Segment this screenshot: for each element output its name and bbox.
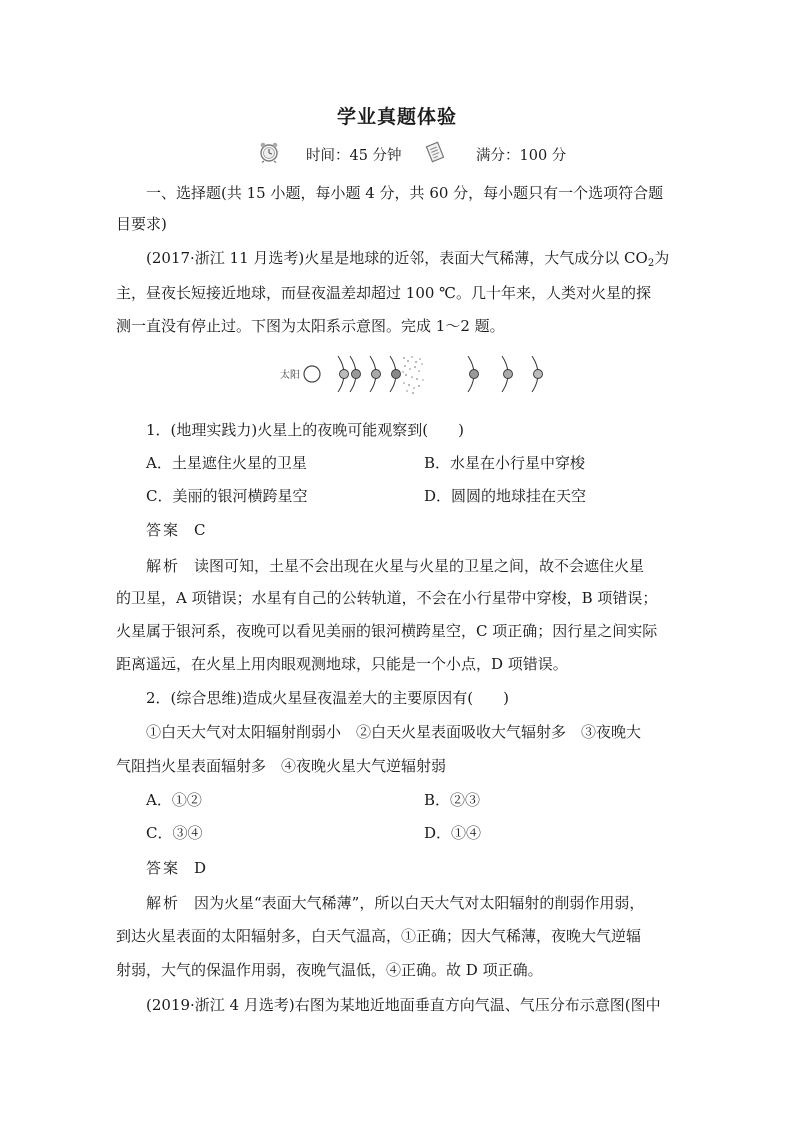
q2-analysis-label: 解析 [146, 894, 181, 912]
time-info: 时间：45 分钟 [306, 148, 402, 164]
q1-option-d: D．圆圆的地球挂在天空 [424, 487, 587, 505]
q2-option-d: D．①④ [424, 824, 482, 842]
score-sheet-icon [424, 141, 446, 163]
q1-analysis-line1 [146, 556, 644, 576]
q2-analysis-text1: 因为火星“表面大气稀薄”，所以白天大气对太阳辐射的削弱作用弱， [194, 894, 645, 912]
passage1-line1 [146, 248, 669, 268]
q1-option-c: C．美丽的银河横跨星空 [146, 487, 308, 505]
page-title: 学业真题体验 [336, 106, 457, 128]
q1-analysis-text1: 读图可知，土星不会出现在火星与火星的卫星之间，故不会遮住火星 [194, 557, 645, 575]
q2-stem: 2．(综合思维)造成火星昼夜温差大的主要原因有( ) [146, 689, 509, 707]
q2-option-a: A．①② [146, 791, 202, 809]
q1-analysis-line3: 火星属于银河系，夜晚可以看见美丽的银河横跨星空，C 项正确；因行星之间实际 [116, 622, 658, 640]
sun-icon [304, 366, 320, 382]
mars-icon [392, 370, 401, 379]
passage1-line1-text: (2017·浙江 11 月选考)火星是地球的近邻，表面大气稀薄，大气成分以 CO [146, 249, 648, 267]
q2-analysis-line2: 到达火星表面的太阳辐射多，白天气温高，①正确；因大气稀薄，夜晚大气逆辐 [116, 927, 642, 945]
q2-option-c: C．③④ [146, 824, 203, 842]
sun-label: 太阳 [280, 370, 300, 381]
q2-answer-value: D [194, 859, 207, 877]
passage1-line2: 主，昼夜长短接近地球，而昼夜温差却超过 100 ℃。几十年来，人类对火星的探 [116, 284, 651, 302]
q2-statements-line1: ①白天大气对太阳辐射削弱小 ②白天火星表面吸收大气辐射多 ③夜晚大 [146, 723, 642, 741]
q1-answer [146, 520, 206, 540]
jupiter-icon [470, 370, 479, 379]
q2-answer-label: 答案 [146, 859, 181, 877]
passage2-line1: (2019·浙江 4 月选考)右图为某地近地面垂直方向气温、气压分布示意图(图中 [146, 996, 661, 1014]
q2-option-b: B．②③ [424, 791, 481, 809]
mercury-icon [340, 370, 349, 379]
q2-analysis-line1 [146, 893, 644, 913]
venus-icon [352, 370, 361, 379]
q1-stem: 1．(地理实践力)火星上的夜晚可能观察到( ) [146, 421, 464, 439]
score-info: 满分：100 分 [476, 148, 567, 164]
q1-analysis-line2: 的卫星，A 项错误；水星有自己的公转轨道，不会在小行星带中穿梭，B 项错误； [116, 589, 658, 607]
asteroid-belt [402, 356, 423, 394]
q1-analysis-label: 解析 [146, 557, 181, 575]
passage1-line3: 测一直没有停止过。下图为太阳系示意图。完成 1～2 题。 [116, 317, 505, 335]
q1-option-b: B．水星在小行星中穿梭 [424, 454, 586, 472]
section-heading-line1: 一、选择题(共 15 小题，每小题 4 分，共 60 分，每小题只有一个选项符合题 [146, 184, 664, 202]
q1-option-a: A．土星遮住火星的卫星 [146, 454, 307, 472]
q1-answer-label: 答案 [146, 521, 181, 539]
clock-icon [258, 141, 280, 163]
q1-answer-value: C [194, 521, 206, 539]
passage1-line1-end: 为 [654, 249, 670, 267]
uranus-icon [534, 370, 543, 379]
planet-icons [340, 370, 543, 379]
q1-analysis-line4: 距离遥远，在火星上用肉眼观测地球，只能是一个小点，D 项错误。 [116, 655, 568, 673]
solar-system-diagram [278, 352, 558, 396]
q2-statements-line2: 气阻挡火星表面辐射多 ④夜晚火星大气逆辐射弱 [116, 757, 447, 775]
saturn-icon [504, 370, 513, 379]
earth-icon [372, 370, 381, 379]
co2-subscript: 2 [647, 258, 655, 269]
q2-answer [146, 858, 206, 878]
section-heading-line2: 目要求) [116, 215, 167, 233]
q2-analysis-line3: 射弱，大气的保温作用弱，夜晚气温低，④正确。故 D 项正确。 [116, 961, 543, 979]
